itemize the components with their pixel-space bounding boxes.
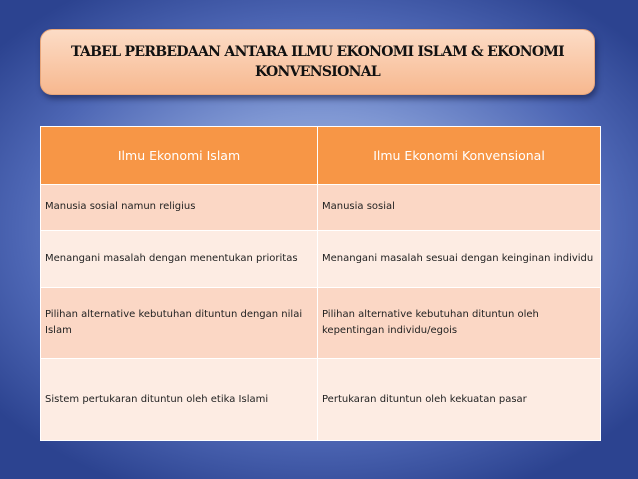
table-header-row — [41, 127, 601, 185]
table-row — [41, 230, 601, 287]
comparison-table — [40, 126, 601, 441]
cell-islam: Sistem pertukaran dituntun oleh etika Islami — [41, 359, 318, 441]
table-row — [41, 185, 601, 231]
cell-konvensional: Manusia sosial — [318, 185, 601, 231]
slide-title-line-1: TABEL PERBEDAAN ANTARA ILMU EKONOMI ISLAM & EKONOMI — [71, 44, 564, 60]
column-header-islam: Ilmu Ekonomi Islam — [41, 127, 318, 185]
title-banner — [40, 29, 595, 95]
cell-konvensional: Menangani masalah sesuai dengan keinginan individu — [318, 230, 601, 287]
slide-title-line-2: KONVENSIONAL — [254, 64, 381, 80]
cell-islam: Manusia sosial namun religius — [41, 185, 318, 231]
column-header-konvensional: Ilmu Ekonomi Konvensional — [318, 127, 601, 185]
cell-konvensional: Pilihan alternative kebutuhan dituntun oleh kepentingan individu/egois — [318, 288, 601, 359]
cell-islam: Menangani masalah dengan menentukan prioritas — [41, 230, 318, 287]
cell-konvensional: Pertukaran dituntun oleh kekuatan pasar — [318, 359, 601, 441]
table-row — [41, 359, 601, 441]
table-row — [41, 288, 601, 359]
cell-islam: Pilihan alternative kebutuhan dituntun dengan nilai Islam — [41, 288, 318, 359]
slide-title — [58, 42, 578, 82]
